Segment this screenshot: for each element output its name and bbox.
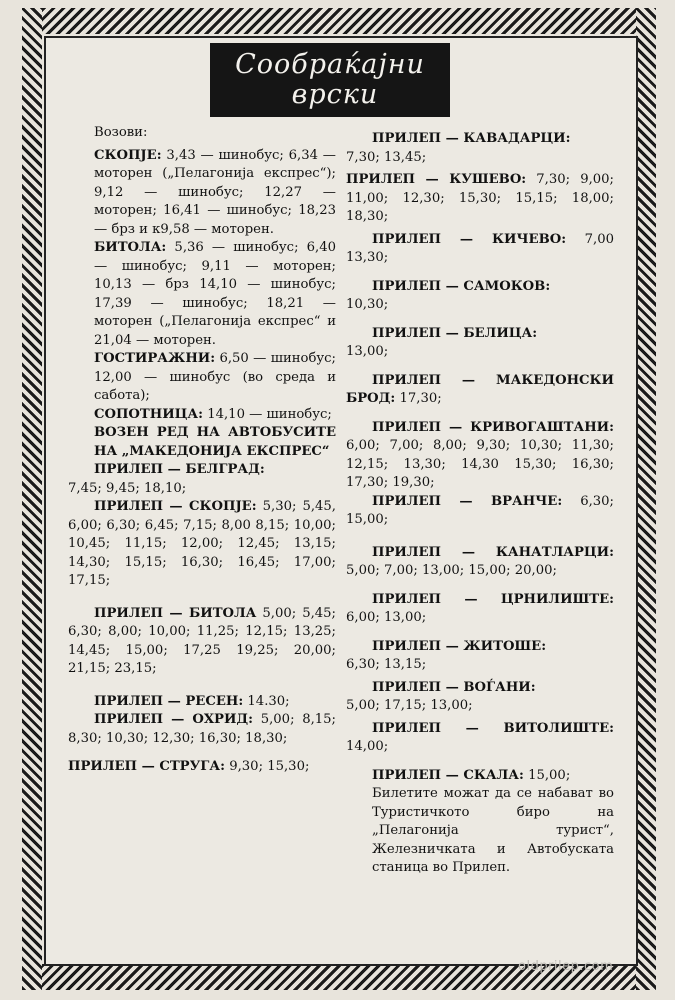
title-line-1: Сообраќајни [235,49,425,80]
schedule-entry-kanatlarci: ПРИЛЕП — КАНАТЛАРЦИ: 5,00; 7,00; 13,00; 15,00; 20,00; [346,544,614,578]
hatched-border-left [22,8,42,990]
schedule-entry-vogani: ПРИЛЕП — ВОЃАНИ: 5,00; 17,15; 13,00; [346,679,536,713]
schedule-entry-krivogashtani: ПРИЛЕП — КРИВОГАШТАНИ: 6,00; 7,00; 8,00; 9,30; 10,30; 11,30; 12,15; 13,30; 14,30 15,30; 16,30; 17,30; 19,30; [346,419,614,490]
schedule-entry-skopje-train: СКОПЈЕ: 3,43 — шинобус; 6,34 — моторен („Пелагонија експрес“); 9,12 — шинобус; 12,27 — моторен; 16,41 — шинобус; 18,23 — брз и к9,58 — моторен. [94,147,336,237]
watermark: oldprilep.com [518,959,614,974]
schedule-entry-bitola-bus: ПРИЛЕП — БИТОЛА 5,00; 5,45; 6,30; 8,00; 10,00; 11,25; 12,15; 13,25; 14,45; 15,00; 17,25 19,25; 20,00; 21,15; 23,15; [68,605,336,676]
schedule-entry-vitolishte: ПРИЛЕП — ВИТОЛИШТЕ: 14,00; [346,720,614,754]
schedule-entry-crnilishte: ПРИЛЕП — ЦРНИЛИШТЕ: 6,00; 13,00; [346,591,614,625]
schedule-entry-makedonski-brod: ПРИЛЕП — МАКЕДОНСКИ БРОД: 17,30; [346,372,614,406]
schedule-entry-gostirazhni: ГОСТИРАЖНИ: 6,50 — шинобус; 12,00 — шинобус (во среда и сабота); [94,351,336,403]
schedule-entry-skala: ПРИЛЕП — СКАЛА: 15,00; [372,767,571,783]
tickets-note: Билетите можат да се набават во Туристичкото биро на „Пелагонија турист“, Железничката и Автобуската станица во Прилеп. [372,786,614,875]
schedule-entry-samokov: ПРИЛЕП — САМОКОВ: 10,30; [346,278,551,312]
schedule-entry-ohrid: ПРИЛЕП — ОХРИД: 5,00; 8,15; 8,30; 10,30; 12,30; 16,30; 18,30; [68,712,336,746]
clipping-panel [44,36,638,966]
left-column [68,124,336,777]
schedule-entry-kavadarci: ПРИЛЕП — КАВАДАРЦИ: 7,30; 13,45; [346,131,571,165]
hatched-border-right [636,8,656,990]
schedule-entry-resen: ПРИЛЕП — РЕСЕН: 14.30; [94,693,290,709]
schedule-entry-belica: ПРИЛЕП — БЕЛИЦА: 13,00; [346,325,538,359]
schedule-entry-struga: ПРИЛЕП — СТРУГА: 9,30; 15,30; [68,759,310,774]
bus-schedule-heading: ВОЗЕН РЕД НА АВТОБУСИТЕ НА „МАКЕДОНИЈА ЕКСПРЕС“ [94,425,336,459]
hatched-border-top [22,8,656,34]
schedule-entry-zhitoshe: ПРИЛЕП — ЖИТОШЕ: 6,30; 13,15; [346,638,547,672]
right-column [346,130,614,878]
schedule-entry-kushevo: ПРИЛЕП — КУШЕВО: 7,30; 9,00; 11,00; 12,30; 15,30; 15,15; 18,00; 18,30; [346,172,614,224]
title-line-2: врски [291,79,379,110]
schedule-entry-sopotnica: СОПОТНИЦА: 14,10 — шинобус; [94,406,332,422]
schedule-entry-vranche: ПРИЛЕП — ВРАНЧЕ: 6,30; 15,00; [346,493,615,527]
schedule-entry-bitola-train: БИТОЛА: 5,36 — шинобус; 6,40 — шинобус; 9,11 — моторен; 10,13 — брз 14,10 — шинобус; 17,39 — шинобус; 18,21 — моторен („Пелагонија експрес“ и 21,04 — моторен. [94,240,336,348]
schedule-entry-skopje-bus: ПРИЛЕП — СКОПЈЕ: 5,30; 5,45, 6,00; 6,30; 6,45; 7,15; 8,00 8,15; 10,00; 10,45; 11,15; 12,00; 12,45; 13,15; 14,30; 15,15; 16,30; 16,45; 17,00; 17,15; [68,499,336,588]
title-box [210,43,450,117]
schedule-entry-beograd: ПРИЛЕП — БЕЛГРАД: 7,45; 9,45; 18,10; [68,462,265,496]
schedule-entry-kichevo: ПРИЛЕП — КИЧЕВО: 7,00 13,30; [346,231,615,265]
trains-heading: Возови: [94,125,148,140]
